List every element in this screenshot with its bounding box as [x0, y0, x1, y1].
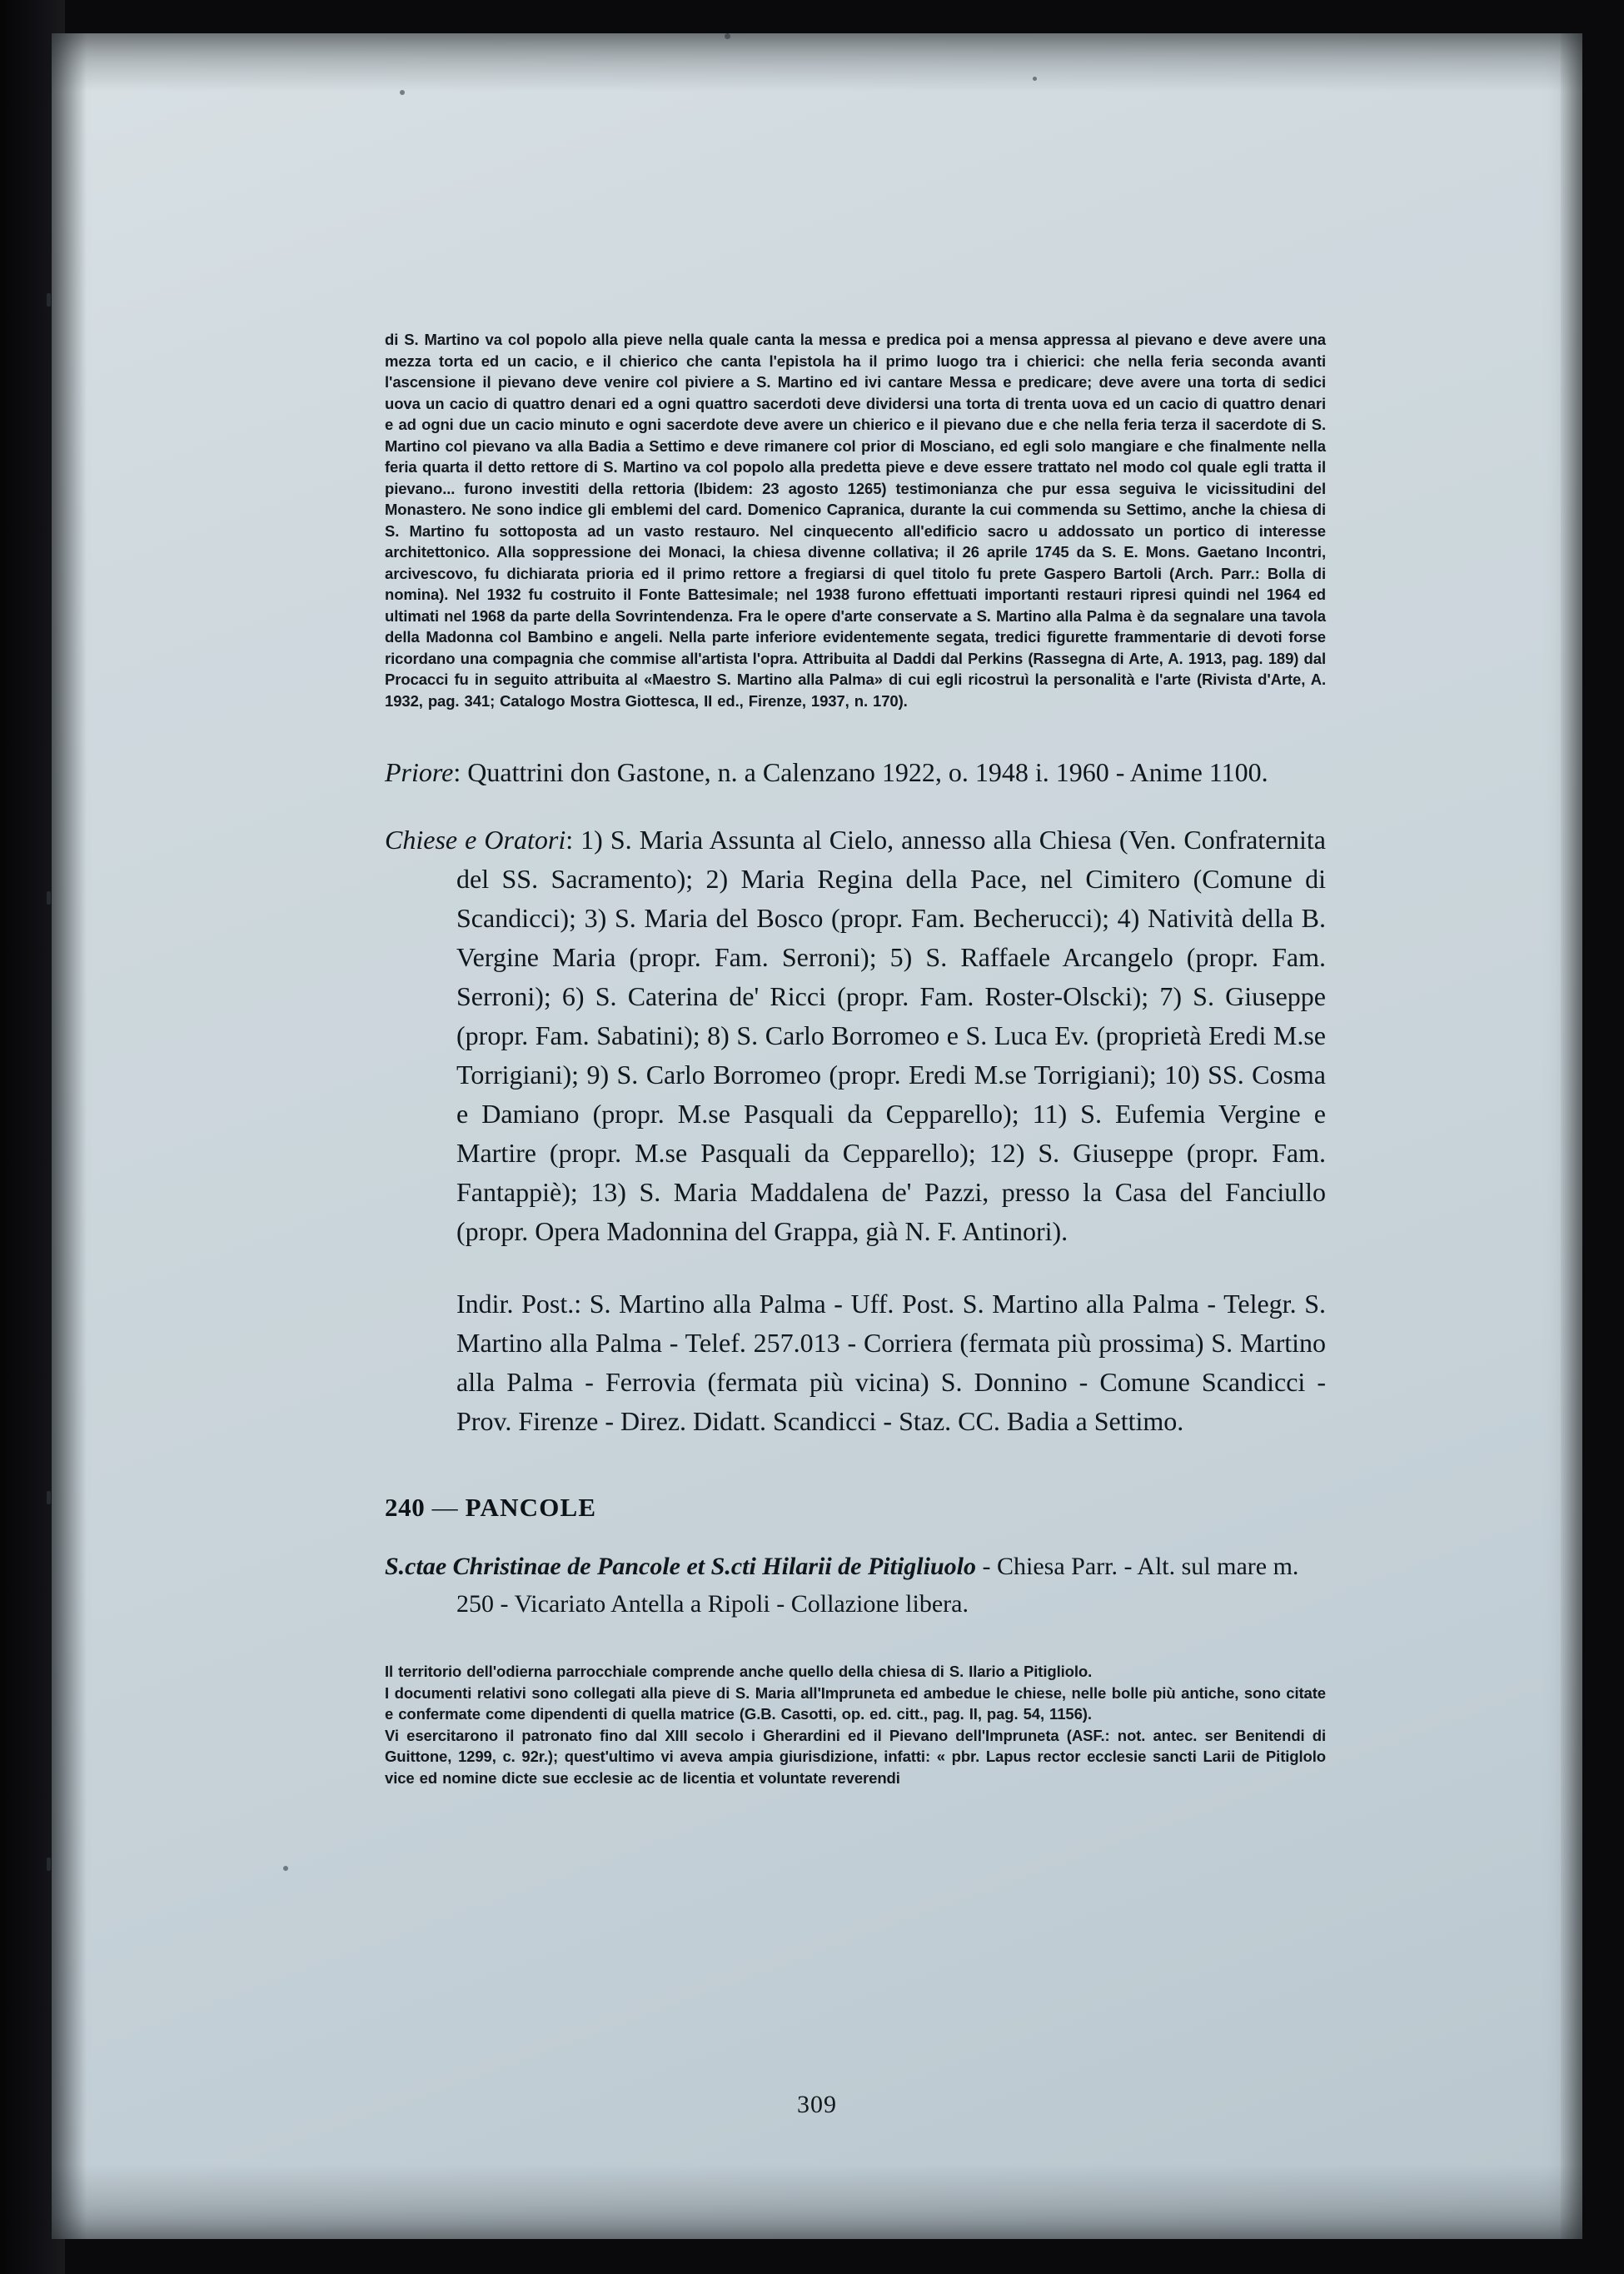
entry-chiese-oratori [385, 820, 1326, 1251]
bottom-note-paragraph-3: Vi esercitarono il patronato fino dal XIII secolo i Gherardini ed il Pievano dell'Impruneta (ASF.: not. antec. ser Benitendi di Guittone, 1299, c. 92r.); quest'ultimo vi aveva ampia giurisdizione, infatti: « pbr. Lapus rector ecclesie sancti Larii de Pitiglolo vice ed nomine dicte sue ecclesie ac de licentia et voluntate reverendi [385, 1726, 1326, 1787]
entry-priore-text: : Quattrini don Gastone, n. a Calenzano 1922, o. 1948 i. 1960 - Anime 1100. [453, 757, 1268, 787]
scan-artifact [47, 1858, 51, 1871]
dedication-line [385, 1548, 1326, 1623]
scan-artifact [400, 90, 405, 95]
entry-priore-label: Priore [385, 757, 454, 787]
bottom-note-block [385, 1661, 1326, 1788]
entry-indirizzo [385, 1284, 1326, 1441]
section-number: 240 [385, 1493, 426, 1522]
spine-shadow [52, 33, 87, 2239]
scan-artifact [47, 293, 51, 307]
entry-chiese-text: : 1) S. Maria Assunta al Cielo, annesso alla Chiesa (Ven. Confraternita del SS. Sacramento); 2) Maria Regina della Pace, nel Cimitero (Comune di Scandicci); 3) S. Maria del Bosco (propr. Fam. Becherucci); 4) Natività della B. Vergine Maria (propr. Fam. Serroni); 5) S. Raffaele Arcangelo (propr. Fam. Serroni); 6) S. Caterina de' Ricci (propr. Fam. Roster-Olscki); 7) S. Giuseppe (propr. Fam. Sabatini); 8) S. Carlo Borromeo e S. Luca Ev. (proprietà Eredi M.se Torrigiani); 9) S. Carlo Borromeo (propr. Eredi M.se Torrigiani); 10) SS. Cosma e Damiano (propr. M.se Pasquali da Cepparello); 11) S. Eufemia Vergine e Martire (propr. M.se Pasquali da Cepparello); 12) S. Giuseppe (propr. Fam. Fantappiè); 13) S. Maria Maddalena de' Pazzi, presso la Casa del Fanciullo (propr. Opera Madonnina del Grappa, già N. F. Antinori). [456, 825, 1327, 1246]
scan-artifact [725, 33, 730, 39]
book-page [52, 33, 1582, 2239]
section-name: PANCOLE [465, 1493, 597, 1522]
scan-artifact [283, 1866, 288, 1871]
bottom-note-paragraph-2: I documenti relativi sono collegati alla pieve di S. Maria all'Impruneta ed ambedue le chiese, nelle bolle più antiche, sono citate e confermate come dipendenti di quella matrice (G.B. Casotti, op. ed. citt., pag. II, pag. 54, 1156). [385, 1683, 1326, 1723]
page-number: 309 [797, 2091, 837, 2118]
scan-artifact [47, 1491, 51, 1504]
dedication-rest: - Chiesa Parr. - Alt. sul mare m. 250 - Vicariato Antella a Ripoli - Collazione libera. [456, 1553, 1299, 1618]
scan-artifact [47, 891, 51, 905]
entry-chiese-label: Chiese e Oratori [385, 825, 566, 855]
bottom-shadow [52, 2164, 1582, 2239]
bottom-note-paragraph-1: Il territorio dell'odierna parrocchiale comprende anche quello della chiesa di S. Ilario a Pitigliolo. [385, 1663, 1093, 1680]
scan-artifact [1033, 77, 1037, 81]
section-dash: — [431, 1493, 459, 1522]
top-note-text: di S. Martino va col popolo alla pieve nella quale canta la messa e predica poi a mensa appressa al pievano e deve avere una mezza torta ed un cacio, e il chierico che canta l'epistola ha il primo luogo tra i chierici: che nella feria seconda avanti l'ascensione il pievano deve venire col piviere a S. Martino ed ivi cantare Messa e predicare; deve avere una torta di sedici uova un cacio di quattro denari ed a ogni quattro sacerdoti deve dividersi una torta di trenta uova ed un cacio di quattro denari e ad ogni due un cacio minuto e ogni sacerdote deve avere un chierico e il pievano due e che nella feria terza il sacerdote di S. Martino col pievano va alla Badia a Settimo e deve rimanere col prior di Mosciano, ed egli solo mangiare e che finalmente nella feria quarta il detto rettore di S. Martino va col popolo alla predetta pieve e deve essere trattato nel modo col quale egli tratta il pievano... furono investiti della rettoria (Ibidem: 23 agosto 1265) testimonianza che pur essa seguiva le vicissitudini del Monastero. Ne sono indice gli emblemi del card. Domenico Capranica, durante la cui commenda su Settimo, anche la chiesa di S. Martino fu sottoposta ad un vasto restauro. Nel cinquecento all'edificio sacro u addossato un portico di interesse architettonico. Alla soppressione dei Monaci, la chiesa divenne collativa; il 26 aprile 1745 da S. E. Mons. Gaetano Incontri, arcivescovo, fu dichiarata prioria ed il primo rettore a fregiarsi di quel titolo fu prete Gaspero Bartoli (Arch. Parr.: Bolla di nomina). Nel 1932 fu costruito il Fonte Battesimale; nel 1938 furono effettuati importanti restauri ripresi quindi nel 1964 ed ultimati nel 1968 da parte della Sovrintendenza. Fra le opere d'arte conservate a S. Martino alla Palma è da segnalare una tavola della Madonna col Bambino e angeli. Nella parte inferiore evidentemente segata, tredici figurette frammentarie di devoti forse ricordano una compagnia che commise all'artista l'opra. Attribuita al Daddi dal Perkins (Rassegna di Arte, A. 1913, pag. 189) dal Procacci fu in seguito attribuita al «Maestro S. Martino alla Palma» di cui egli ricostruì la personalità e l'arte (Rivista d'Arte, A. 1932, pag. 341; Catalogo Mostra Giottesca, II ed., Firenze, 1937, n. 170). [385, 331, 1326, 710]
page-edge [1561, 33, 1582, 2239]
top-shadow [52, 33, 1582, 92]
top-note-block [385, 329, 1326, 711]
dedication-latin: S.ctae Christinae de Pancole et S.cti Hilarii de Pitigliuolo [385, 1553, 976, 1580]
page-content [385, 329, 1326, 1788]
section-heading [385, 1493, 1326, 1523]
entry-priore [385, 753, 1326, 792]
entry-indirizzo-text: Indir. Post.: S. Martino alla Palma - Uff. Post. S. Martino alla Palma - Telegr. S. Martino alla Palma - Telef. 257.013 - Corriera (fermata più prossima) S. Martino alla Palma - Ferrovia (fermata più vicina) S. Donnino - Comune Scandicci - Prov. Firenze - Direz. Didatt. Scandicci - Staz. CC. Badia a Settimo. [456, 1289, 1326, 1436]
